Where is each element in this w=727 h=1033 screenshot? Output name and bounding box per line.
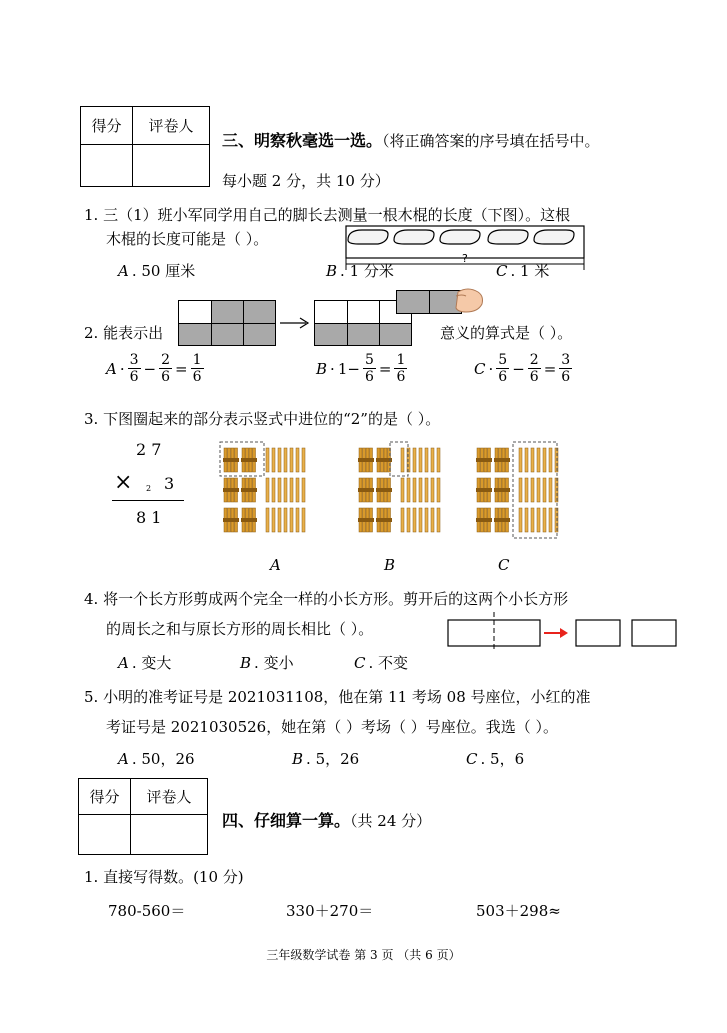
q1-line2: 木棍的长度可能是（ ）。 [106,230,269,248]
q2-prefix: 2. 能表示出 [84,324,164,342]
expression-3: 503＋298≈ [476,902,561,920]
option-letter: A [118,261,129,280]
single-stick [525,478,528,502]
footprint-icon [348,230,574,244]
numerator: 2 [529,352,539,368]
single-stick [425,448,428,472]
denominator: 6 [129,369,139,385]
single-stick [302,478,305,502]
numerator: 3 [561,352,571,368]
single-stick [401,448,404,472]
q1-option-c[interactable] [496,260,549,281]
q3-text: 3. 下图圈起来的部分表示竖式中进位的“2”的是（ ）。 [84,410,441,428]
single-stick [431,448,434,472]
bundle-tie [376,488,392,492]
q1-option-b[interactable] [326,260,394,281]
denominator: 6 [161,369,171,385]
bundle-tie [241,458,257,462]
single-stick [272,478,275,502]
single-stick [519,508,522,532]
q2-option-a[interactable] [106,352,204,385]
denominator: 6 [561,369,571,385]
option-letter: C [474,359,486,378]
grader-cell[interactable] [132,145,209,187]
single-stick [401,508,404,532]
counting-sticks-figure [210,438,570,542]
fraction [191,352,204,385]
equals: = [543,359,557,378]
q3-label-b: B [384,556,396,574]
numerator: 5 [498,352,508,368]
single-stick [531,448,534,472]
q2-option-c[interactable] [474,352,572,385]
option-letter: B [240,653,252,672]
single-stick [425,508,428,532]
fraction [528,352,541,385]
grader-label: 评卷人 [132,107,209,145]
right-arrow-icon [278,316,312,330]
numerator: 1 [192,352,202,368]
section-3-points: 每小题 2 分，共 10 分） [222,172,390,190]
fraction [159,352,172,385]
single-stick [407,478,410,502]
single-stick [266,508,269,532]
numerator: 3 [129,352,139,368]
q3-label-a: A [270,556,281,574]
denominator: 6 [529,369,539,385]
question-mark: ? [462,252,468,265]
whole-number: 1− [337,359,360,378]
single-stick [413,478,416,502]
section-3-heading [222,128,600,151]
fraction [394,352,407,385]
denominator: 6 [192,369,202,385]
option-dot: · [330,359,335,378]
single-stick [543,508,546,532]
q4-option-c[interactable] [354,652,408,673]
option-letter: B [292,749,304,768]
single-stick [549,448,552,472]
numerator: 2 [161,352,171,368]
single-stick [290,478,293,502]
s4q1-text: 1. 直接写得数。(10 分) [84,868,244,886]
score-box-2 [78,778,208,855]
option-text: . 变小 [254,654,294,672]
option-text: . 50，26 [131,750,195,768]
expression-1: 780-560＝ [108,902,186,920]
score-label: 得分 [79,779,131,815]
denominator: 6 [498,369,508,385]
q2-option-b[interactable] [316,352,407,385]
single-stick [437,448,440,472]
circled-part-b [390,442,408,476]
fraction-diagram-whole [178,300,276,346]
numerator: 5 [364,352,374,368]
q5-option-a[interactable] [118,748,195,769]
single-stick [431,508,434,532]
q4-option-b[interactable] [240,652,294,673]
bundle-tie [476,458,492,462]
single-stick [419,448,422,472]
carry-digit: 2 [146,484,152,493]
section-3-title: 三、明察秋毫选一选。 [222,131,383,150]
option-text: . 5，6 [480,750,525,768]
single-stick [543,478,546,502]
q4-line2: 的周长之和与原长方形的周长相比（ ）。 [106,620,374,638]
section-4-points: （共 24 分） [350,812,432,830]
single-stick [525,448,528,472]
grader-cell[interactable] [130,815,207,855]
bundle-tie [358,458,374,462]
score-label: 得分 [81,107,133,145]
single-stick [519,448,522,472]
single-stick [431,478,434,502]
single-stick [296,448,299,472]
option-dot: · [488,359,494,378]
single-stick [278,508,281,532]
option-letter: C [354,653,366,672]
q1-line1: 1. 三（1）班小军同学用自己的脚长去测量一根木棍的长度（下图）。这根 [84,206,571,224]
single-stick [425,478,428,502]
option-letter: B [326,261,338,280]
single-stick [266,448,269,472]
single-stick [531,478,534,502]
single-stick [272,508,275,532]
single-stick [413,448,416,472]
single-stick [407,508,410,532]
single-stick [284,478,287,502]
single-stick [519,478,522,502]
section-4-title: 四、仔细算一算。 [222,811,351,830]
option-letter: B [316,359,328,378]
page-footer: 三年级数学试卷 第 3 页 （共 6 页） [266,948,461,962]
option-dot: · [119,359,125,378]
single-stick [525,508,528,532]
option-text: . 不变 [368,654,409,672]
single-stick [302,508,305,532]
section-3-instructions: （将正确答案的序号填在括号中。 [382,132,600,150]
bundle-tie [358,488,374,492]
q3-label-c: C [498,556,510,574]
denominator: 6 [364,369,374,385]
single-stick [549,508,552,532]
rectangle-cut-diagram [444,610,682,652]
grader-label: 评卷人 [130,779,207,815]
option-letter: A [118,653,129,672]
fraction [496,352,509,385]
single-stick [272,448,275,472]
single-stick [296,508,299,532]
single-stick [537,478,540,502]
score-cell[interactable] [81,145,133,187]
operator: − [143,359,157,378]
single-stick [437,478,440,502]
fraction [128,352,141,385]
bundle-tie [223,518,239,522]
q1-option-a[interactable] [118,260,195,281]
bundle-tie [376,518,392,522]
operator: − [512,359,525,378]
single-stick [537,448,540,472]
bundle-tie [358,518,374,522]
single-stick [302,448,305,472]
option-text: . 1 米 [510,262,550,280]
times-sign: × [114,470,133,495]
single-stick [266,478,269,502]
multiplicand: 2 7 [136,440,162,459]
bundle-tie [223,458,239,462]
single-stick [401,478,404,502]
score-box-1 [80,106,210,187]
product: 8 1 [136,508,162,527]
vertical-multiplication [108,440,188,540]
option-text: . 5，26 [306,750,360,768]
bundle-tie [494,488,510,492]
bundle-tie [494,458,510,462]
single-stick [549,478,552,502]
bundle-tie [476,488,492,492]
option-letter: C [496,261,508,280]
option-letter: C [466,749,478,768]
single-stick [537,508,540,532]
q4-line1: 4. 将一个长方形剪成两个完全一样的小长方形。剪开后的这两个小长方形 [84,590,569,608]
single-stick [290,448,293,472]
option-letter: A [106,359,117,378]
option-text: . 1 分米 [340,262,394,280]
single-stick [413,508,416,532]
single-stick [284,508,287,532]
divider [112,500,184,501]
single-stick [419,508,422,532]
single-stick [278,448,281,472]
option-text: . 变大 [131,654,172,672]
score-cell[interactable] [79,815,131,855]
single-stick [419,478,422,502]
section-4-heading [222,808,431,831]
bundle-tie [476,518,492,522]
single-stick [437,508,440,532]
equals: = [378,359,392,378]
multiplier: 3 [164,474,175,493]
numerator: 1 [396,352,406,368]
q5-line2: 考证号是 2021030526，她在第（ ）考场（ ）号座位。我选（ ）。 [106,718,559,736]
q4-option-a[interactable] [118,652,171,673]
q5-option-b[interactable] [292,748,359,769]
single-stick [531,508,534,532]
q5-option-c[interactable] [466,748,524,769]
single-stick [543,448,546,472]
denominator: 6 [396,369,406,385]
single-stick [284,448,287,472]
equals: = [175,359,188,378]
single-stick [296,478,299,502]
single-stick [278,478,281,502]
option-letter: A [118,749,129,768]
single-stick [290,508,293,532]
bundle-tie [241,518,257,522]
fraction [363,352,376,385]
bundle-tie [241,488,257,492]
expression-2: 330＋270＝ [286,902,374,920]
bundle-tie [494,518,510,522]
fraction [559,352,572,385]
hand-icon [450,282,486,316]
q5-line1: 5. 小明的准考证号是 2021031108，他在第 11 考场 08 号座位，小红的准 [84,688,591,706]
bundle-tie [223,488,239,492]
q2-suffix: 意义的算式是（ ）。 [440,324,573,342]
option-text: . 50 厘米 [131,262,196,280]
